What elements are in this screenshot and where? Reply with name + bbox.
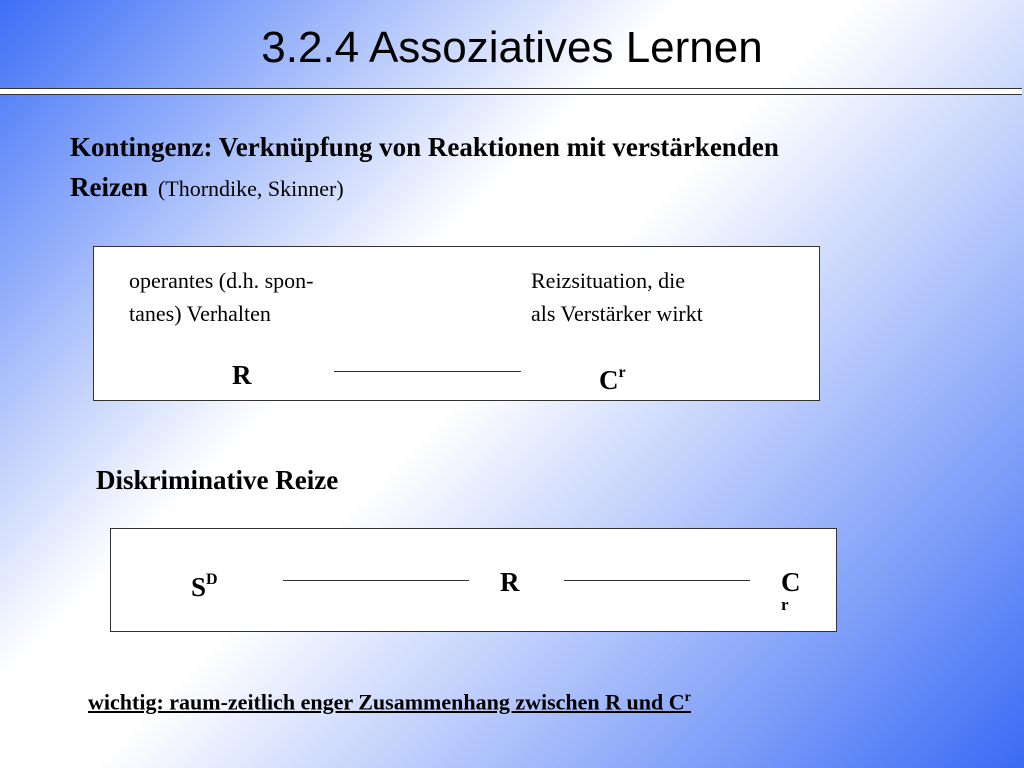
connector-line <box>283 580 469 581</box>
important-note <box>88 683 691 717</box>
response-symbol: R <box>232 360 252 390</box>
operant-diagram-box <box>93 246 820 401</box>
connector-line <box>334 371 521 372</box>
reinforcer-caption: Reizsituation, die als Verstärker wirkt <box>531 268 703 326</box>
reinforcer-symbol-sub: r <box>781 595 789 614</box>
slide-title: 3.2.4 Assoziatives Lernen <box>261 23 763 72</box>
reinforcer-symbol-base: C <box>781 567 801 597</box>
title-divider <box>0 88 1022 95</box>
discriminative-diagram-box <box>110 528 837 632</box>
reinforcer-symbol-base: C <box>599 365 619 395</box>
contingency-heading <box>70 127 830 209</box>
connector-line <box>564 580 750 581</box>
reinforcer-symbol-sup: r <box>618 364 626 381</box>
important-note-text: wichtig: raum-zeitlich enger Zusammenhang zwischen R und C <box>88 689 685 715</box>
operant-behavior-caption: operantes (d.h. spon- tanes) Verhalten <box>129 268 314 326</box>
contingency-authors: (Thorndike, Skinner) <box>157 176 344 201</box>
stimulus-symbol-base: S <box>191 572 207 602</box>
discriminative-heading: Diskriminative Reize <box>96 465 339 495</box>
response-symbol: R <box>500 567 520 597</box>
contingency-heading-text: Kontingenz: Verknüpfung von Reaktionen mit verstärkenden Reizen <box>70 132 779 202</box>
discriminative-stimulus-symbol <box>191 567 218 602</box>
stimulus-symbol-sup: D <box>206 571 218 588</box>
important-note-sup: r <box>684 690 691 705</box>
reinforcer-symbol <box>599 360 626 395</box>
